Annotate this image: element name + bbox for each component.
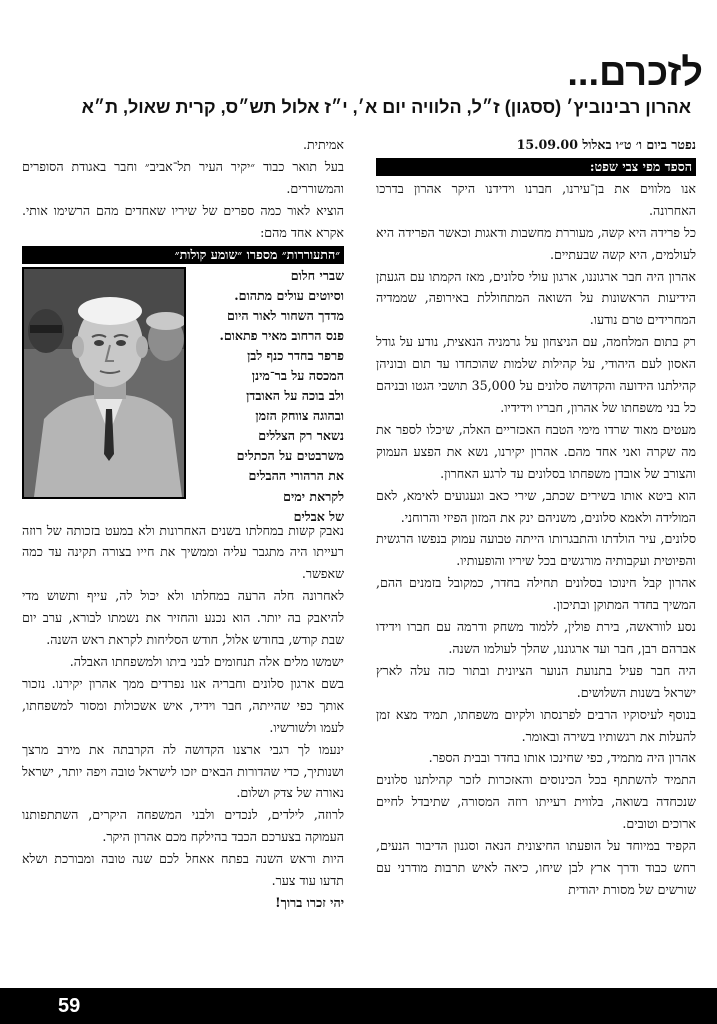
portrait-image	[24, 269, 184, 497]
paragraph: ינעמו לך רגבי ארצנו הקדושה לה הקרבתה את מירב מרצך ושנותיך, כדי שהדורות הבאים יזכו לישראל טובה ויפה יותר, ישראל נאורה של צדק ושלום.	[22, 741, 344, 801]
paragraph: לאחרונה חלה הרעה במחלתו ולא יכול לה, עייף ותשוש מדי להיאבק בה יותר. הוא נכנע והחזיר את נשמתו לבורא, ערב יום שבת קודש, בחודש אלול, חודש הסליחות לקראת ראש השנה.	[22, 588, 344, 648]
page-number: 59	[58, 995, 81, 1017]
paragraph: סלונים, עיר הולדתו והתבגרותו הייתה טבועה עמוק בנפשו הרגשית והפיוטית ועקבותיה מורגשים בכל שיריו והופעותיו.	[376, 531, 696, 569]
poem-line: ובהוגה צווחק הזמן	[255, 408, 344, 424]
poem-line: לקראת ימים	[283, 488, 344, 504]
portrait-photo	[22, 267, 186, 499]
poem-line: שברי חלום	[290, 267, 344, 283]
paragraph: אמיתית.	[303, 137, 344, 152]
paragraph: בשם ארגון סלונים וחבריה אנו נפרדים ממך אהרון יקירנו. נזכור אותך כפי שהייתה, חבר וידיד, איש אשכולות ומסור למשפחתו, לעמו ולשורשיו.	[22, 675, 344, 735]
right-column	[376, 134, 696, 901]
paragraph: כל פרידה היא קשה, מעוררת מחשבות ודאגות וכאשר הפרידה היא לעולמים, היא קשה שבעתיים.	[376, 224, 696, 262]
paragraph: אהרון קבל חינוכו בסלונים תחילה בחדר, כמקובל בזמנים ההם, המשיך בחדר המתוקן ובתיכון.	[376, 575, 696, 613]
paragraph: הוא ביטא אותו בשירים שכתב, שירי כאב וגעגועים לאימא, לאם המולידה ולאמא סלונים, משניהם ינק את המזון הפיזי והרוחני.	[376, 487, 696, 525]
poem-heading: ״התעוררות״ מספרו ״שומע קולות״	[22, 246, 344, 264]
paragraph: לרוזה, לילדים, לנכדים ולבני המשפחה היקרים, השתתפותנו העמוקה בצערכם הכבד בהילקח מכם אהרון היקר.	[22, 807, 344, 845]
poem-line: פרפר בחדר כנף לבן	[247, 347, 344, 363]
left-column-text	[22, 520, 344, 914]
footer-bar	[0, 988, 717, 1024]
poem-line: וסיוטים עולים מתהום.	[234, 287, 344, 303]
poem-line: של אבלים	[293, 508, 344, 524]
page-subtitle: אהרון רבינוביץ׳ (ססגון) ז״ל, הלוויה יום א׳, י״ז אלול תש״ס, קרית שאול, ת״א	[81, 97, 691, 117]
death-date-line: נפטר ביום ו׳ ט״ו באלול 15.09.00	[516, 137, 696, 152]
paragraph: מעטים מאוד שרדו מימי הטבח האכזריים האלה, שיכלו לספר את מה שקרה ואני אחד מהם. אהרון יקירנו, נשא את הפצע העמוק והצורב של אובדן משפחתו בסלונים עד לרגע האחרון.	[376, 421, 696, 481]
paragraph: התמיד להשתתף בכל הכינוסים והאזכרות לזכר קהילתנו סלונים שנכחדה בשואה, בלווית רעייתו רוזה המסורה, שתיבדל לחיים ארוכים וטובים.	[376, 772, 696, 832]
paragraph: רק בתום המלחמה, עם הניצחון על גרמניה הנאצית, נודע על גודל האסון לעם היהודי, על קהילות שלמות שהוכחדו עד תום ובוניהן קהילתנו הידועה והקדושה סלונים על 35,000 תושבי הגטו ובניהם כל בני משפחתו של אהרון, חבריו וידידיו.	[376, 334, 696, 415]
paragraph: נאבק קשות במחלתו בשנים האחרונות ולא במעט בזכותה של רוזה רעייתו היה מתגבר עליה וממשיך את חייו בצורה תקינה עד כמה שאפשר.	[22, 522, 344, 582]
poem-line: את הרהורי ההבלים	[248, 468, 344, 484]
left-column	[22, 134, 344, 914]
paragraph: אנו מלווים את בן־עירנו, חברנו וידידנו היקר אהרון בדרכו האחרונה.	[376, 180, 696, 218]
paragraph: הוציא לאור כמה ספרים של שיריו שאחדים מהם הרשימו אותי. אקרא אחד מהם:	[22, 202, 344, 240]
paragraph: בעל תואר כבוד ״יקיר העיר תל־אביב״ וחבר באגודת הסופרים והמשוררים.	[22, 158, 344, 196]
paragraph: היה חבר פעיל בתנועת הנוער הציונית ובתור כזה עלה לארץ ישראל בשנות השלושים.	[376, 662, 696, 700]
poem-line: מדדך השחור לאור היום	[227, 307, 344, 323]
paragraph: היות וראש השנה בפתח אאחל לכם שנה טובה ומבורכת ושלא תדעו עוד צער.	[22, 851, 344, 889]
poem-line: נשאר רק הצללים	[258, 428, 344, 444]
paragraph: בנוסף לעיסוקיו הרבים לפרנסתו ולקיום משפחתו, תמיד מצא זמן להעלות את רגשותיו בשירה ובאומר.	[376, 706, 696, 744]
poem-line: משרבטים על הכתלים	[236, 448, 344, 464]
poem-line: פנס הרחוב מאיר פתאום.	[219, 327, 344, 343]
paragraph: נסע לווראשה, בירת פולין, ללמוד משחק ודרמה עם חברו וידידו אברהם רבן, חבר ועד ארגוננו, שהלך לעולמו השנה.	[376, 619, 696, 656]
paragraph: ישמשו מלים אלה תנחומים לבני ביתו ולמשפחתו האבלה.	[69, 653, 344, 669]
poem-and-photo	[22, 266, 344, 524]
poem-line: ולב בוכה על האובדן	[246, 388, 344, 404]
paragraph: אהרון היה חבר ארגוננו, ארגון עולי סלונים, מאז הקמתו עם הגעתן הידיעות הראשונות על השואה המתחוללת באירופה, שממדיה המחרידים טרם נודעו.	[376, 268, 696, 328]
paragraph: אהרון היה מתמיד, כפי שחינכו אותו בחדר ובבית הספר.	[428, 750, 696, 766]
poem	[199, 266, 344, 527]
closing-line: יהי זכרו ברוך!	[275, 894, 344, 910]
page-title: לזכרם...	[567, 52, 703, 94]
eulogy-heading: הספד מפי צבי שפט:	[376, 158, 696, 176]
poem-line: המכסה על בר־מינן	[251, 368, 344, 383]
paragraph: הקפיד במיוחד על הופעתו החיצונית הנאה וסגנון הדיבור הנעים, רחש כבוד ודרך ארץ לבן שיחו, כיאה לאיש תרבות מודרני עם שורשים של מסורת יהודית	[376, 838, 696, 897]
